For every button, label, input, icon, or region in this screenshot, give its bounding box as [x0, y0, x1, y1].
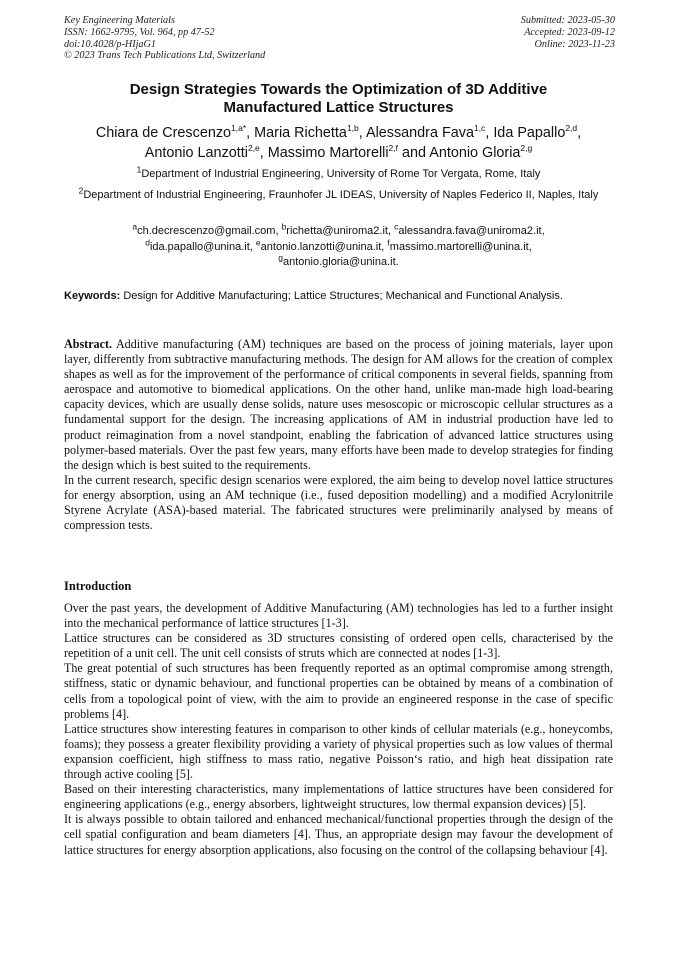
keywords-text: Design for Additive Manufacturing; Lattice Structures; Mechanical and Functional Analysis.: [123, 290, 563, 302]
date-submitted: Submitted: 2023-05-30: [520, 15, 615, 26]
date-accepted: Accepted: 2023-09-12: [524, 26, 615, 38]
journal-doi[interactable]: doi:10.4028/p-HIjaG1: [64, 38, 156, 50]
paper-title-line-1: Design Strategies Towards the Optimization of 3D Additive: [129, 81, 548, 98]
author: Antonio Lanzotti$^{2,e}$,: [144, 143, 268, 161]
author-emails: $^a$ch.decrescenzo@gmail.com, $^b$richetta@uniroma2.it, $^c$alessandra.fava@uniroma2.it, $^d$ida.papallo@unina.it, $^e$antonio.lanzotti@unina.it, $^f$massimo.martorelli@unina.it, $^g$antonio.gloria@unina.it.: [132, 221, 545, 268]
body-paragraph: Lattice structures can be considered as 3D structures consisting of ordered open cells, characterised by the repetition of a unit cell. The unit cell consists of struts which are connected at nodes [1-3].: [64, 631, 613, 661]
email-link[interactable]: $^e$antonio.lanzotti@unina.it: [255, 236, 382, 253]
date-online: Online: 2023-11-23: [534, 38, 615, 50]
journal-issn: ISSN: 1662-9795, Vol. 964, pp 47-52: [64, 26, 215, 38]
keywords: [64, 289, 613, 303]
introduction-body: [64, 601, 613, 858]
body-paragraph: Over the past years, the development of Additive Manufacturing (AM) technologies has led to a further insight into the mechanical performance of lattice structures [1-3].: [64, 601, 613, 631]
email-link[interactable]: $^c$alessandra.fava@uniroma2.it: [394, 221, 542, 237]
email-link[interactable]: $^b$richetta@uniroma2.it: [281, 221, 388, 237]
body-paragraph: The great potential of such structures has been frequently reported as an optimal compromise among strength, stiffness, static or dynamic behaviour, and functional properties can be obtained by means of a combination of cells from a topological point of view, with the aim to provide an engineered response in the case of specific problems [4].: [64, 661, 613, 721]
body-paragraph: Based on their interesting characteristics, many implementations of lattice structures have been considered for engineering applications (e.g., energy absorbers, lightweight structures, low thermal expansion devices) [5].: [64, 782, 613, 812]
author: Maria Richetta$^{1,b}$,: [254, 123, 366, 141]
email-link[interactable]: $^f$massimo.martorelli@unina.it: [387, 236, 529, 253]
abstract-paragraph: Abstract. Additive manufacturing (AM) techniques are based on the process of joining materials, layer upon layer, differently from subtractive manufacturing methods. The design for AM allows for the creation of complex shapes as well as for the improvement of the performance of critical components in several fields, spanning from aerospace and automotive to biomedical applications. On the other hand, unlike man-made high load-bearing capacity devices, which are usually dense solids, nature uses mesoscopic or microscopic cellular structures as a fundamental support for the design. The increasing applications of AM in industrial production have led to product reimagination from a novel standpoint, enabling the fabrication of advanced lattice structures using polymer-based materials. Over the past few years, many efforts have been made to develop strategies for finding the design which is best suited to the requirements.: [64, 337, 614, 472]
paper-title-line-2: Manufactured Lattice Structures: [223, 99, 454, 116]
email-link[interactable]: $^g$antonio.gloria@unina.it: [278, 252, 396, 268]
journal-copyright: © 2023 Trans Tech Publications Ltd, Switzerland: [64, 50, 266, 62]
abstract-label: Abstract.: [64, 337, 113, 351]
publication-dates: [521, 15, 615, 50]
journal-name: Key Engineering Materials: [64, 15, 175, 26]
body-paragraph: It is always possible to obtain tailored and enhanced mechanical/functional properties through the design of the cell spatial configuration and beam diameters [4]. Thus, an appropriate design may favour the development of lattice structures for energy absorption applications, also focusing on the control of the collapsing behaviour [4].: [64, 812, 613, 857]
author: Chiara de Crescenzo$^{1,a*}$,: [95, 123, 255, 141]
author: Alessandra Fava$^{1,c}$,: [365, 123, 494, 141]
abstract: [64, 337, 613, 533]
author: Massimo Martorelli$^{2,f}$ and: [267, 143, 430, 161]
email-link[interactable]: $^a$ch.decrescenzo@gmail.com: [132, 221, 276, 237]
abstract-paragraph: In the current research, specific design scenarios were explored, the aim being to develop novel lattice structures for energy absorption, using an AM technique (i.e., fused deposition modelling) and a modified Acrylonitrile Styrene Acrylate (ASA)-based material. The fabricated structures were preliminarily analysed by means of compression tests.: [64, 472, 613, 533]
affiliation-1: $^1$Department of Industrial Engineering, University of Rome Tor Vergata, Rome, Italy: [136, 164, 541, 180]
email-link[interactable]: $^d$ida.papallo@unina.it: [145, 236, 250, 253]
author: Ida Papallo$^{2,d}$,: [493, 123, 582, 141]
body-paragraph: Lattice structures show interesting features in comparison to other kinds of cellular materials (e.g., honeycombs, foams); they possess a greater flexibility providing a variety of physical properties such as low values of thermal expansion coefficient, high stiffness to mass ratio, negative Poisson‘s ratio, and high heat dissipation rate through active cooling [5].: [64, 721, 613, 782]
paper-title: [64, 81, 613, 117]
keywords-label: Keywords:: [64, 290, 121, 302]
author-list: [54, 123, 623, 163]
affiliation-2: $^2$Department of Industrial Engineering, Fraunhofer JL IDEAS, University of Naples Federico II, Naples, Italy: [78, 185, 599, 201]
section-heading-introduction: Introduction: [64, 579, 132, 593]
author: Antonio Gloria$^{2,g}$: [429, 143, 533, 161]
journal-info: [64, 15, 265, 62]
